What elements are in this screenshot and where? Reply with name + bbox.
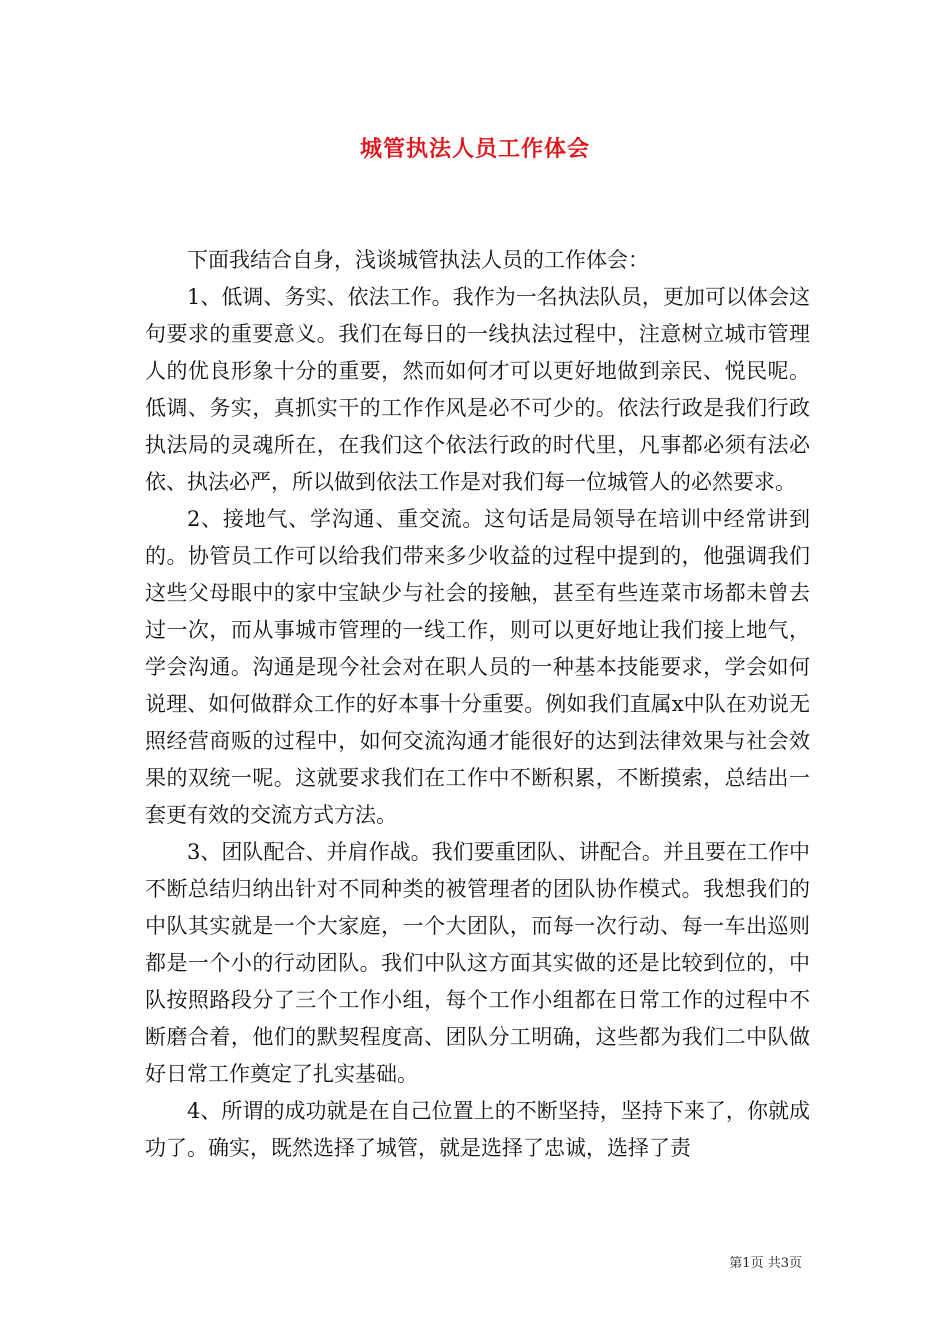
paragraph-1: 1、低调、务实、依法工作。我作为一名执法队员，更加可以体会这句要求的重要意义。我们在每日的一线执法过程中，注意树立城市管理人的优良形象十分的重要，然而如何才可以更好地做到亲民、悦民呢。低调、务实，真抓实干的工作作风是必不可少的。依法行政是我们行政执法局的灵魂所在，在我们这个依法行政的时代里，凡事都必须有法必依、执法必严，所以做到依法工作是对我们每一位城管人的必然要求。 [145, 285, 810, 494]
paragraph-intro: 下面我结合自身，浅谈城管执法人员的工作体会： [187, 248, 649, 272]
page-number-footer [729, 1252, 802, 1271]
paragraph-3: 3、团队配合、并肩作战。我们要重团队、讲配合。并且要在工作中不断总结归纳出针对不同种类的被管理者的团队协作模式。我想我们的中队其实就是一个大家庭，一个大团队，而每一次行动、每一车出巡则都是一个小的行动团队。我们中队这方面其实做的还是比较到位的，中队按照路段分了三个工作小组，每个工作小组都在日常工作的过程中不断磨合着，他们的默契程度高、团队分工明确，这些都为我们二中队做好日常工作奠定了扎实基础。 [145, 840, 810, 1086]
paragraph-2: 2、接地气、学沟通、重交流。这句话是局领导在培训中经常讲到的。协管员工作可以给我们带来多少收益的过程中提到的，他强调我们这些父母眼中的家中宝缺少与社会的接触，甚至有些连菜市场都未曾去过一次，而从事城市管理的一线工作，则可以更好地让我们接上地气，学会沟通。沟通是现今社会对在职人员的一种基本技能要求，学会如何说理、如何做群众工作的好本事十分重要。例如我们直属x中队在劝说无照经营商贩的过程中，如何交流沟通才能很好的达到法律效果与社会效果的双统一呢。这就要求我们在工作中不断积累，不断摸索，总结出一套更有效的交流方式方法。 [145, 507, 810, 827]
footer-current-page: 1 [742, 1256, 751, 1271]
footer-prefix: 第 [729, 1256, 743, 1271]
footer-total-pages: 3 [780, 1256, 789, 1271]
paragraph-4: 4、所谓的成功就是在自己位置上的不断坚持，坚持下来了，你就成功了。确实，既然选择了城管，就是选择了忠诚，选择了责 [145, 1099, 810, 1160]
footer-suffix: 页 [788, 1256, 802, 1271]
footer-middle: 页 共 [750, 1256, 781, 1271]
document-title: 城管执法人员工作体会 [359, 136, 590, 162]
document-body [145, 242, 810, 1167]
